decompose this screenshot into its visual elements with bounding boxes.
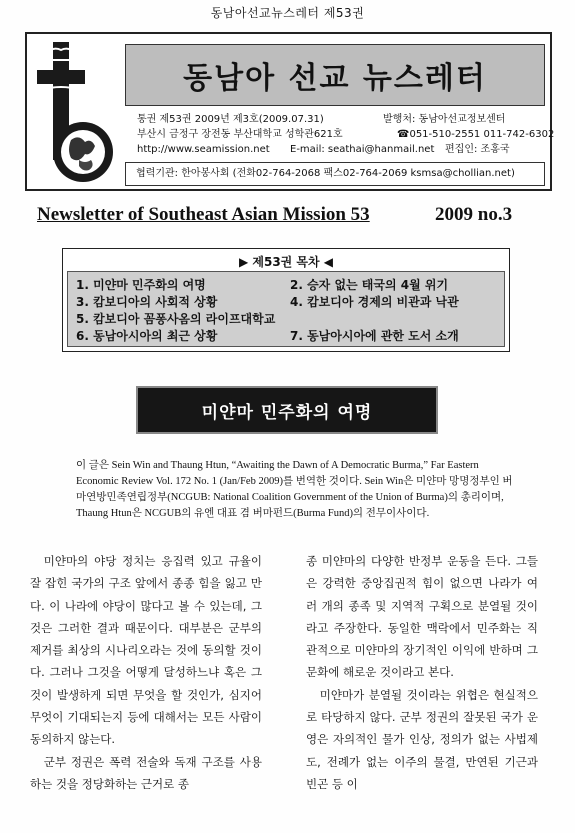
toc-item[interactable]: 3. 캄보디아의 사회적 상황 [76, 295, 218, 309]
publisher-info: 발행처: 동남아선교정보센터 [383, 114, 506, 125]
masthead [25, 32, 555, 191]
article-paragraph: 종 미얀마의 다양한 반정부 운동을 든다. 그들은 강력한 중앙집권적 힘이 없으면 나라가 여러 개의 종족 및 지역적 구획으로 분열될 것이라고 주장한다. 동일한 맥락에서 민주화는 직관적으로 미얀마의 장기적인 이익에 반하며 그 문화에 해로운 것이라고 본다. [306, 554, 538, 680]
masthead-info [125, 112, 555, 156]
article-paragraph: 미얀마가 분열될 것이라는 위협은 현실적으로 타당하지 않다. 군부 정권의 잘못된 국가 운영은 자의적인 물가 인상, 정의가 없는 사법제도, 전례가 없는 이주의 물결, 만연된 기근과 빈곤 등 이 [306, 687, 538, 791]
english-title [37, 204, 557, 226]
toc-item[interactable]: 2. 승자 없는 태국의 4월 위기 [290, 278, 449, 292]
phone-info: ☎051-510-2551 011-742-6302 [397, 129, 555, 140]
english-newsletter-name: Newsletter of Southeast Asian Mission 53 [37, 204, 370, 225]
article-column-left [30, 550, 262, 795]
masthead-title: 동남아 선교 뉴스레터 [125, 44, 545, 106]
toc-item[interactable]: 6. 동남아시아의 최근 상황 [76, 329, 218, 343]
article-intro: 이 글은 Sein Win and Thaung Htun, “Awaiting the Dawn of A Democratic Burma,” Far Eastern Economic Review Vol. 172 No. 1 (Jan/Feb 2009)를 번역한 것이다. Sein Win은 미얀마 망명정부인 버마연방민족연립정부(NCGUB: National Coalition Government of the Union of Burma)의 총리이며, Thaung Htun은 NCGUB의 유엔 대표 겸 버마펀드(Burma Fund)의 전무이사이다. [76, 460, 513, 519]
article-paragraph: 군부 정권은 폭력 전술와 독재 구조를 사용하는 것을 정당화하는 근거로 종 [30, 754, 262, 791]
page-running-header: 동남아선교뉴스레터 제53권 [210, 6, 365, 20]
editor-info: 편집인: 조홍국 [445, 144, 510, 155]
address-info: 부산시 금정구 장전동 부산대학교 성학관621호 [137, 129, 343, 140]
table-of-contents [62, 248, 510, 352]
email-link[interactable]: E-mail: seathai@hanmail.net [290, 144, 435, 155]
issue-info: 통권 제53권 2009년 제3호(2009.07.31) [137, 114, 324, 125]
toc-item[interactable]: 1. 미얀마 민주화의 여명 [76, 278, 206, 292]
article-column-right [306, 550, 538, 795]
toc-list [67, 271, 505, 347]
article-paragraph: 미얀마의 야당 정치는 응집력 있고 규율이 잘 잡힌 국가의 구조 앞에서 종종 힘을 잃고 만다. 이 나라에 야당이 많다고 볼 수 있는데, 그것은 그러한 결과 때문이다. 대부분은 군부의 제거를 최상의 시나리오라는 것에 동의할 것이다. 그러나 그것을 어떻게 달성하느냐 혹은 그것이 발생하게 되면 무엇을 할 것인가, 심지어 무엇이 기대되는지 등에 대해서는 모든 사람이 동의하지 않는다. [30, 554, 262, 747]
website-link[interactable]: http://www.seamission.net [137, 144, 270, 155]
toc-heading: ▶ 제53권 목차 ◀ [238, 255, 334, 269]
toc-item[interactable]: 4. 캄보디아 경제의 비관과 낙관 [290, 295, 459, 309]
mission-cross-globe-logo [31, 40, 119, 188]
article-title: 미얀마 민주화의 여명 [136, 386, 438, 434]
toc-item[interactable]: 5. 캄보디아 꼼퐁사옴의 라이프대학교 [76, 312, 276, 326]
partner-organization: 협력기관: 한아봉사회 (전화02-764-2068 팩스02-764-2069 ksmsa@chollian.net) [125, 162, 545, 186]
english-issue-number: 2009 no.3 [435, 204, 513, 225]
toc-item[interactable]: 7. 동남아시아에 관한 도서 소개 [290, 329, 459, 343]
